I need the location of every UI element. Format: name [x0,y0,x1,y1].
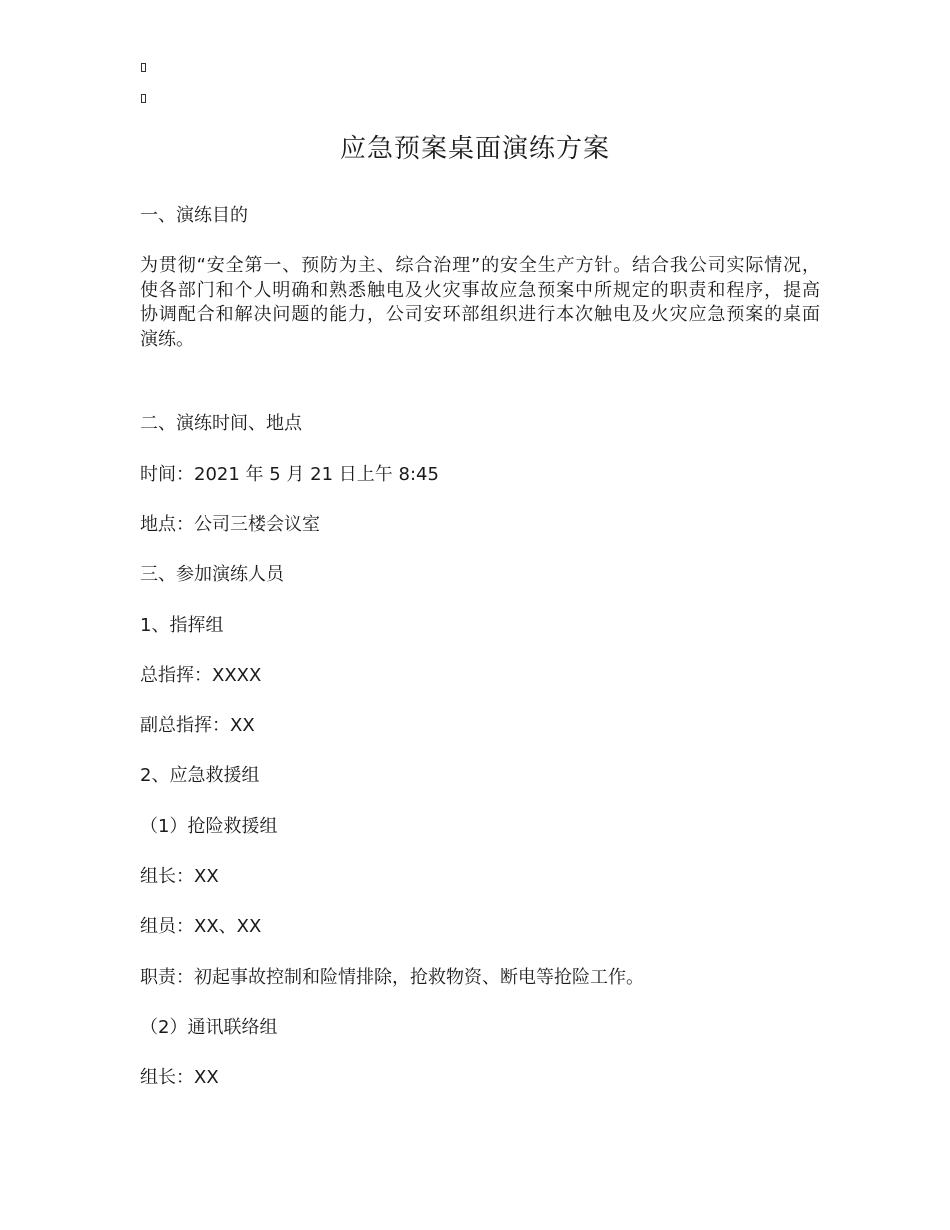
group-heading-command: 1、指挥组 [140,615,224,636]
subgroup-heading-rescue: （1）抢险救援组 [140,816,278,837]
commander-line: 总指挥：XXXX [140,665,262,686]
missing-glyph-icon [141,94,146,103]
section-heading-purpose: 一、演练目的 [140,205,248,226]
subgroup-duty-line: 职责：初起事故控制和险情排除，抢救物资、断电等抢险工作。 [140,967,644,988]
document-title: 应急预案桌面演练方案 [339,134,610,164]
purpose-line: 使各部门和个人明确和熟悉触电及火灾事故应急预案中所规定的职责和程序，提高 [140,279,820,301]
purpose-paragraph [140,254,820,352]
subgroup-leader-line: 组长：XX [140,1067,219,1088]
section-heading-time-place: 二、演练时间、地点 [140,413,302,434]
section-heading-participants: 三、参加演练人员 [140,564,284,585]
missing-glyph-icon [141,63,146,72]
subgroup-leader-line: 组长：XX [140,866,219,887]
time-line: 时间：2021 年 5 月 21 日上午 8:45 [140,464,439,485]
group-heading-rescue: 2、应急救援组 [140,765,260,786]
purpose-line: 协调配合和解决问题的能力，公司安环部组织进行本次触电及火灾应急预案的桌面 [140,304,820,326]
purpose-line: 演练。 [140,328,194,350]
subgroup-members-line: 组员：XX、XX [140,916,262,937]
subgroup-heading-communication: （2）通讯联络组 [140,1017,278,1038]
place-line: 地点：公司三楼会议室 [140,514,320,535]
vice-commander-line: 副总指挥：XX [140,715,255,736]
purpose-line: 为贯彻“安全第一、预防为主、综合治理”的安全生产方针。结合我公司实际情况， [140,255,820,276]
